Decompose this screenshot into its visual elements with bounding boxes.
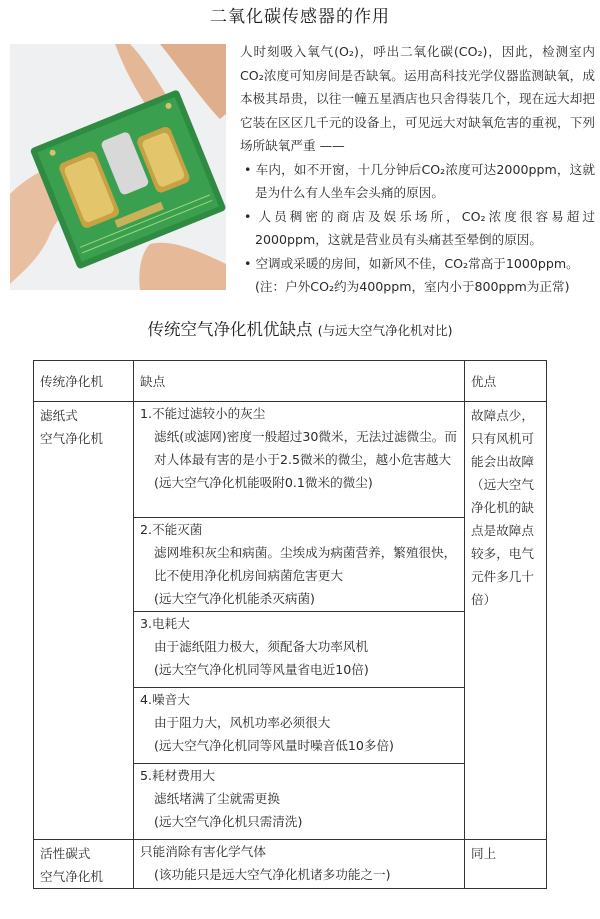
row-advantage: 同上 [465, 840, 547, 889]
row-type: 活性碳式 空气净化机 [34, 840, 134, 889]
row-advantage: 故障点少，只有风机可能会出故障（远大空气净化机的缺点是故障点较多，电气元件多几十倍） [465, 402, 547, 840]
defect-item: 5.耗材费用大 滤纸堵满了尘就需更换 (远大空气净化机只需清洗) [134, 764, 465, 840]
comparison-table [33, 360, 547, 889]
intro-paragraph: 人时刻吸入氧气(O₂)，呼出二氧化碳(CO₂)，因此，检测室内CO₂浓度可知房间是否缺氧。运用高科技光学仪器监测缺氧，成本极其昂贵，以往一幢五星酒店也只舍得装几个，现在远大却把它装在区区几千元的设备上，可见远大对缺氧危害的重视，下列场所缺氧严重 —— [240, 44, 595, 153]
bullet-item: • 人员稠密的商店及娱乐场所，CO₂浓度很容易超过2000ppm，这就是营业员有头痛甚至晕倒的原因。 [244, 208, 595, 247]
table-row [34, 402, 547, 518]
bullet-item: • 空调或采暖的房间，如新风不佳，CO₂常高于1000ppm。 [244, 255, 579, 271]
header-defects: 缺点 [134, 361, 465, 402]
bullet-item: • 车内，如不开窗，十几分钟后CO₂浓度可达2000ppm，这就是为什么有人坐车会头痛的原因。 [244, 161, 596, 200]
intro-note: (注：户外CO₂约为400ppm，室内小于800ppm为正常) [255, 279, 570, 294]
comparison-title: 传统空气净化机优缺点 (与远大空气净化机对比) [147, 320, 453, 339]
row-type: 滤纸式 空气净化机 [34, 402, 134, 840]
defect-item: 2.不能灭菌 滤网堆积灰尘和病菌。尘埃成为病菌营养，繁殖很快，比不使用净化机房间病菌危害更大 (远大空气净化机能杀灭病菌) [134, 518, 465, 612]
defect-item: 只能消除有害化学气体 (该功能只是远大空气净化机诸多功能之一) [134, 840, 465, 889]
table-row [34, 840, 547, 889]
header-advantages: 优点 [465, 361, 547, 402]
sensor-circuit-board-photo [10, 44, 226, 290]
defect-item: 4.噪音大 由于阻力大，风机功率必须很大 (远大空气净化机同等风量时噪音低10多倍) [134, 688, 465, 764]
defect-item: 3.电耗大 由于滤纸阻力极大，须配备大功率风机 (远大空气净化机同等风量省电近10倍) [134, 612, 465, 688]
defect-item: 1.不能过滤较小的灰尘 滤纸(或滤网)密度一般超过30微米，无法过滤微尘。而对人体最有害的是小于2.5微米的微尘，越小危害越大 (远大空气净化机能吸附0.1微米的微尘) [134, 402, 465, 518]
table-header-row [34, 361, 547, 402]
page-title: 二氧化碳传感器的作用 [210, 7, 390, 27]
intro-text [240, 40, 595, 299]
header-type: 传统净化机 [34, 361, 134, 402]
comparison-title-suffix: (与远大空气净化机对比) [317, 323, 453, 338]
